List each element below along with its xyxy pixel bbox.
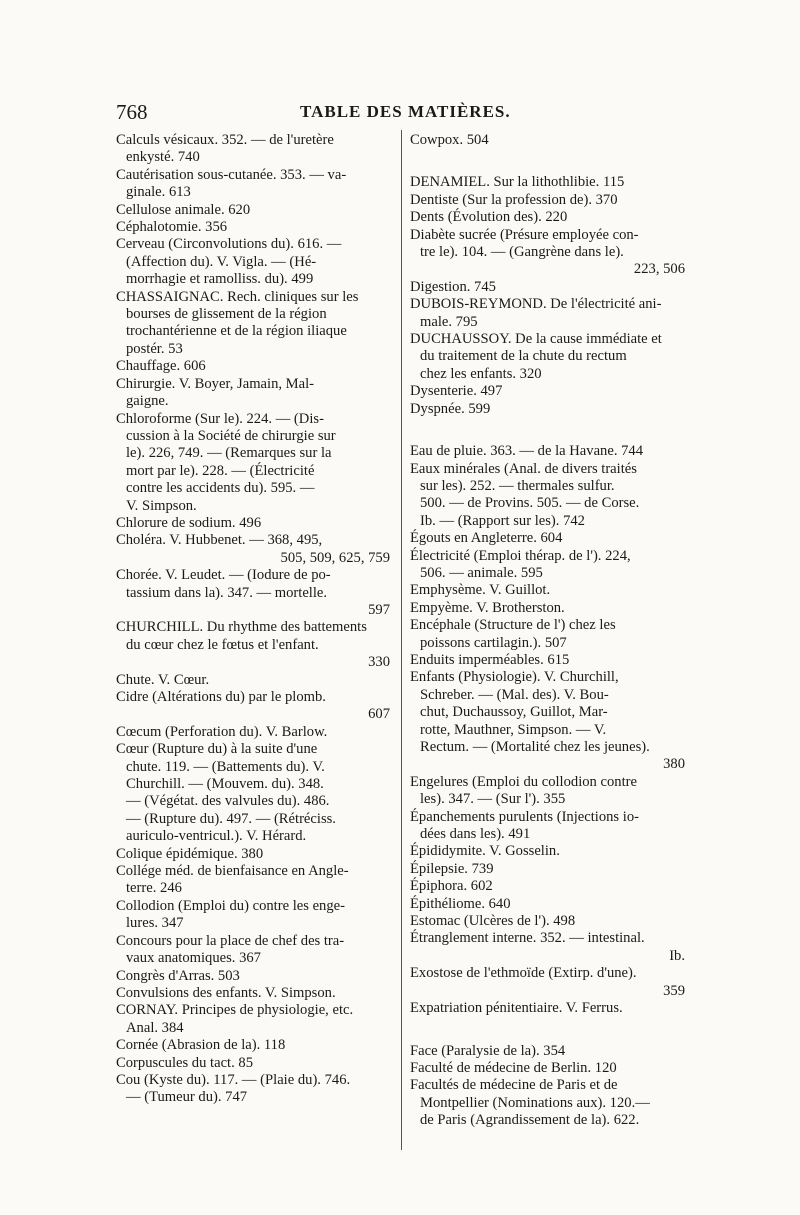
index-entry-line: Estomac (Ulcères de l'). 498 <box>410 913 576 930</box>
index-entry <box>410 443 685 460</box>
index-entry <box>116 672 390 689</box>
index-entry-line: Collége méd. de bienfaisance en Angle- <box>116 863 349 880</box>
index-entry <box>410 774 685 809</box>
index-entry <box>410 965 685 1000</box>
index-entry-line: Facultés de médecine de Paris et de <box>410 1077 618 1094</box>
index-entry <box>410 861 685 878</box>
index-entry-line: contre les accidents du). 595. — <box>126 480 315 497</box>
index-entry-line: cussion à la Société de chirurgie sur <box>126 427 336 444</box>
index-entry-line: Chirurgie. V. Boyer, Jamain, Mal- <box>116 375 315 392</box>
index-entry-line: CORNAY. Principes de physiologie, etc. <box>116 1002 354 1019</box>
index-entry-line: Congrès d'Arras. 503 <box>116 967 240 984</box>
index-entry-line: trochantérienne et de la région iliaque <box>126 323 347 340</box>
index-entry-line: Dysenterie. 497 <box>410 383 503 400</box>
index-entry <box>116 689 390 724</box>
index-entry-line: le). 226, 749. — (Remarques sur la <box>126 445 332 462</box>
index-entry-line: 607 <box>368 706 390 723</box>
column-divider <box>401 130 402 1150</box>
index-entry <box>410 896 685 913</box>
index-entry <box>410 227 685 279</box>
index-entry <box>410 296 685 331</box>
index-column-right <box>410 132 685 1130</box>
index-entry-line: du traitement de la chute du rectum <box>420 348 627 365</box>
index-entry-line: DENAMIEL. Sur la lithothlibie. 115 <box>410 174 625 191</box>
index-entry-line: Ib. <box>669 947 685 964</box>
index-entry <box>116 741 390 845</box>
index-entry-line: Cidre (Altérations du) par le plomb. <box>116 689 326 705</box>
index-entry <box>410 279 685 296</box>
index-entry <box>116 202 390 219</box>
index-entry <box>410 192 685 209</box>
index-entry <box>116 1072 390 1107</box>
index-entry <box>410 652 685 669</box>
index-entry-line: DUCHAUSSOY. De la cause immédiate et <box>410 331 662 348</box>
index-entry <box>410 401 685 418</box>
index-entry-line: Cerveau (Circonvolutions du). 616. — <box>116 236 342 253</box>
index-entry-line: de Paris (Agrandissement de la). 622. <box>420 1112 640 1129</box>
index-entry <box>116 515 390 532</box>
index-entry-line: auriculo-ventricul.). V. Hérard. <box>126 828 307 845</box>
index-entry <box>410 1000 685 1017</box>
index-entry-line: Cellulose animale. 620 <box>116 201 251 218</box>
section-gap <box>410 149 685 174</box>
index-entry-line: Cautérisation sous-cutanée. 353. — va- <box>116 166 347 183</box>
index-entry-line: Épilepsie. 739 <box>410 860 494 877</box>
index-entry <box>116 532 390 567</box>
index-entry-line: Dents (Évolution des). 220 <box>410 209 568 226</box>
index-entry <box>116 236 390 288</box>
index-entry <box>410 461 685 531</box>
index-entry-line: Cou (Kyste du). 117. — (Plaie du). 746. <box>116 1071 351 1088</box>
index-entry-line: gaigne. <box>126 393 169 410</box>
index-entry-line: Céphalotomie. 356 <box>116 219 228 236</box>
index-entry-line: Cœcum (Perforation du). V. Barlow. <box>116 723 328 740</box>
index-entry-line: — (Rupture du). 497. — (Rétréciss. <box>126 810 336 827</box>
index-entry-line: Encéphale (Structure de l') chez les <box>410 617 616 634</box>
index-entry-line: Faculté de médecine de Berlin. 120 <box>410 1059 617 1076</box>
index-entry-line: Churchill. — (Mouvem. du). 348. <box>126 776 324 793</box>
index-entry-line: Cowpox. 504 <box>410 132 489 148</box>
index-entry <box>410 132 685 149</box>
index-entry-line: morrhagie et ramolliss. du). 499 <box>126 271 314 288</box>
index-entry-line: ginale. 613 <box>126 184 191 201</box>
index-entry-line: 359 <box>663 982 685 999</box>
index-column-left <box>116 132 390 1107</box>
index-entry-line: rotte, Mauthner, Simpson. — V. <box>420 721 607 738</box>
index-entry-line: postér. 53 <box>126 340 183 357</box>
index-entry <box>116 968 390 985</box>
index-entry-line: Épithéliome. 640 <box>410 895 511 912</box>
section-gap <box>410 1018 685 1043</box>
index-entry-line: V. Simpson. <box>126 497 197 514</box>
index-entry-line: — (Végétat. des valvules du). 486. <box>126 793 330 810</box>
index-entry-line: Dentiste (Sur la profession de). 370 <box>410 191 618 208</box>
index-entry <box>410 1043 685 1060</box>
index-entry-line: Corpuscules du tact. 85 <box>116 1054 253 1071</box>
index-entry-line: poissons cartilagin.). 507 <box>420 634 567 651</box>
index-entry <box>116 411 390 515</box>
index-entry-line: chut, Duchaussoy, Guillot, Mar- <box>420 704 608 721</box>
index-entry <box>116 1037 390 1054</box>
index-entry <box>410 878 685 895</box>
index-entry <box>116 219 390 236</box>
index-entry-line: Étranglement interne. 352. — intestinal. <box>410 930 645 947</box>
index-entry-line: Emphysème. V. Guillot. <box>410 582 551 599</box>
index-entry <box>116 1002 390 1037</box>
index-entry <box>116 933 390 968</box>
index-entry-line: vaux anatomiques. 367 <box>126 950 261 967</box>
index-entry-line: Digestion. 745 <box>410 278 496 295</box>
page-number: 768 <box>116 100 148 124</box>
index-entry-line: Schreber. — (Mal. des). V. Bou- <box>420 686 609 703</box>
index-entry <box>116 898 390 933</box>
index-entry-line: DUBOIS-REYMOND. De l'électricité ani- <box>410 296 662 313</box>
index-entry-line: Eaux minérales (Anal. de divers traités <box>410 460 637 477</box>
index-entry <box>410 548 685 583</box>
index-entry-line: Choléra. V. Hubbenet. — 368, 495, <box>116 532 323 549</box>
index-entry-line: Épanchements purulents (Injections io- <box>410 808 639 825</box>
index-entry-line: dées dans les). 491 <box>420 826 531 843</box>
index-entry-line: CHURCHILL. Du rhythme des battements <box>116 619 367 636</box>
index-entry-line: chez les enfants. 320 <box>420 365 542 382</box>
index-entry <box>410 209 685 226</box>
index-entry-line: Expatriation pénitentiaire. V. Ferrus. <box>410 1000 623 1017</box>
index-entry-line: sur les). 252. — thermales sulfur. <box>420 477 615 494</box>
index-entry <box>410 530 685 547</box>
index-entry-line: Cornée (Abrasion de la). 118 <box>116 1037 286 1054</box>
index-entry-line: tassium dans la). 347. — mortelle. <box>126 584 328 601</box>
index-entry-line: 330 <box>368 654 390 671</box>
index-entry <box>410 174 685 191</box>
index-entry <box>410 669 685 773</box>
index-entry <box>410 843 685 860</box>
running-title: TABLE DES MATIÈRES. <box>300 102 511 121</box>
index-entry-line: Épididymite. V. Gosselin. <box>410 843 560 860</box>
index-entry-line: Anal. 384 <box>126 1019 184 1036</box>
index-entry <box>410 1077 685 1129</box>
index-entry-line: Diabète sucrée (Présure employée con- <box>410 226 639 243</box>
index-entry-line: Engelures (Emploi du collodion contre <box>410 773 637 790</box>
index-entry-line: Face (Paralysie de la). 354 <box>410 1042 566 1059</box>
index-entry-line: 505, 509, 625, 759 <box>280 549 390 566</box>
index-entry-line: Électricité (Emploi thérap. de l'). 224, <box>410 547 631 564</box>
index-entry <box>410 913 685 930</box>
index-entry <box>116 1055 390 1072</box>
index-entry <box>410 600 685 617</box>
index-entry-line: les). 347. — (Sur l'). 355 <box>420 791 566 808</box>
index-entry-line: Dyspnée. 599 <box>410 400 491 417</box>
index-entry-line: Enfants (Physiologie). V. Churchill, <box>410 669 619 686</box>
index-entry-line: Épiphora. 602 <box>410 878 493 895</box>
index-entry-line: chute. 119. — (Battements du). V. <box>126 758 325 775</box>
index-entry-line: du cœur chez le fœtus et l'enfant. <box>126 636 319 653</box>
index-entry <box>410 930 685 965</box>
index-entry-line: terre. 246 <box>126 880 182 897</box>
index-entry-line: lures. 347 <box>126 915 184 932</box>
index-entry-line: 500. — de Provins. 505. — de Corse. <box>420 495 640 512</box>
index-entry-line: Montpellier (Nominations aux). 120.— <box>420 1094 650 1111</box>
index-entry-line: 380 <box>663 756 685 773</box>
index-entry <box>116 132 390 167</box>
index-entry <box>410 1060 685 1077</box>
index-entry-line: 597 <box>368 601 390 618</box>
index-entry <box>410 809 685 844</box>
index-entry-line: Convulsions des enfants. V. Simpson. <box>116 984 336 1001</box>
index-entry-line: Exostose de l'ethmoïde (Extirp. d'une). <box>410 965 637 982</box>
index-entry-line: CHASSAIGNAC. Rech. cliniques sur les <box>116 288 359 305</box>
index-entry <box>116 846 390 863</box>
index-entry <box>116 567 390 619</box>
index-entry-line: enkysté. 740 <box>126 149 200 166</box>
index-entry-line: Chute. V. Cœur. <box>116 671 210 688</box>
index-entry <box>410 582 685 599</box>
index-entry <box>116 724 390 741</box>
index-entry-line: male. 795 <box>420 313 478 330</box>
index-entry-line: mort par le). 228. — (Électricité <box>126 462 315 479</box>
index-entry-line: Enduits imperméables. 615 <box>410 651 570 668</box>
index-entry-line: Calculs vésicaux. 352. — de l'uretère <box>116 132 334 148</box>
index-entry-line: Empyème. V. Brotherston. <box>410 599 565 616</box>
index-entry <box>410 331 685 383</box>
index-entry <box>116 167 390 202</box>
index-entry-line: Ib. — (Rapport sur les). 742 <box>420 512 585 529</box>
index-entry <box>116 376 390 411</box>
index-entry-line: Eau de pluie. 363. — de la Havane. 744 <box>410 443 644 460</box>
page-header <box>116 100 686 126</box>
index-entry-line: Chlorure de sodium. 496 <box>116 514 262 531</box>
index-entry-line: bourses de glissement de la région <box>126 306 327 323</box>
index-entry-line: — (Tumeur du). 747 <box>126 1089 248 1106</box>
index-entry-line: Collodion (Emploi du) contre les enge- <box>116 897 345 914</box>
index-entry-line: (Affection du). V. Vigla. — (Hé- <box>126 253 317 270</box>
index-entry-line: 506. — animale. 595 <box>420 564 543 581</box>
index-entry <box>410 383 685 400</box>
index-entry-line: Chorée. V. Leudet. — (Iodure de po- <box>116 567 331 584</box>
section-gap <box>410 418 685 443</box>
index-entry-line: Concours pour la place de chef des tra- <box>116 932 345 949</box>
index-entry <box>116 985 390 1002</box>
index-entry <box>116 358 390 375</box>
index-entry <box>116 289 390 359</box>
index-entry-line: Chloroforme (Sur le). 224. — (Dis- <box>116 410 324 427</box>
index-entry-line: Rectum. — (Mortalité chez les jeunes). <box>420 739 650 755</box>
index-entry <box>410 617 685 652</box>
index-entry-line: tre le). 104. — (Gangrène dans le). <box>420 244 624 261</box>
index-entry <box>116 619 390 671</box>
index-entry-line: Colique épidémique. 380 <box>116 845 264 862</box>
index-entry-line: Chauffage. 606 <box>116 358 206 375</box>
index-entry <box>116 863 390 898</box>
index-entry-line: Égouts en Angleterre. 604 <box>410 530 563 547</box>
index-entry-line: 223, 506 <box>633 261 685 278</box>
index-entry-line: Cœur (Rupture du) à la suite d'une <box>116 741 318 758</box>
